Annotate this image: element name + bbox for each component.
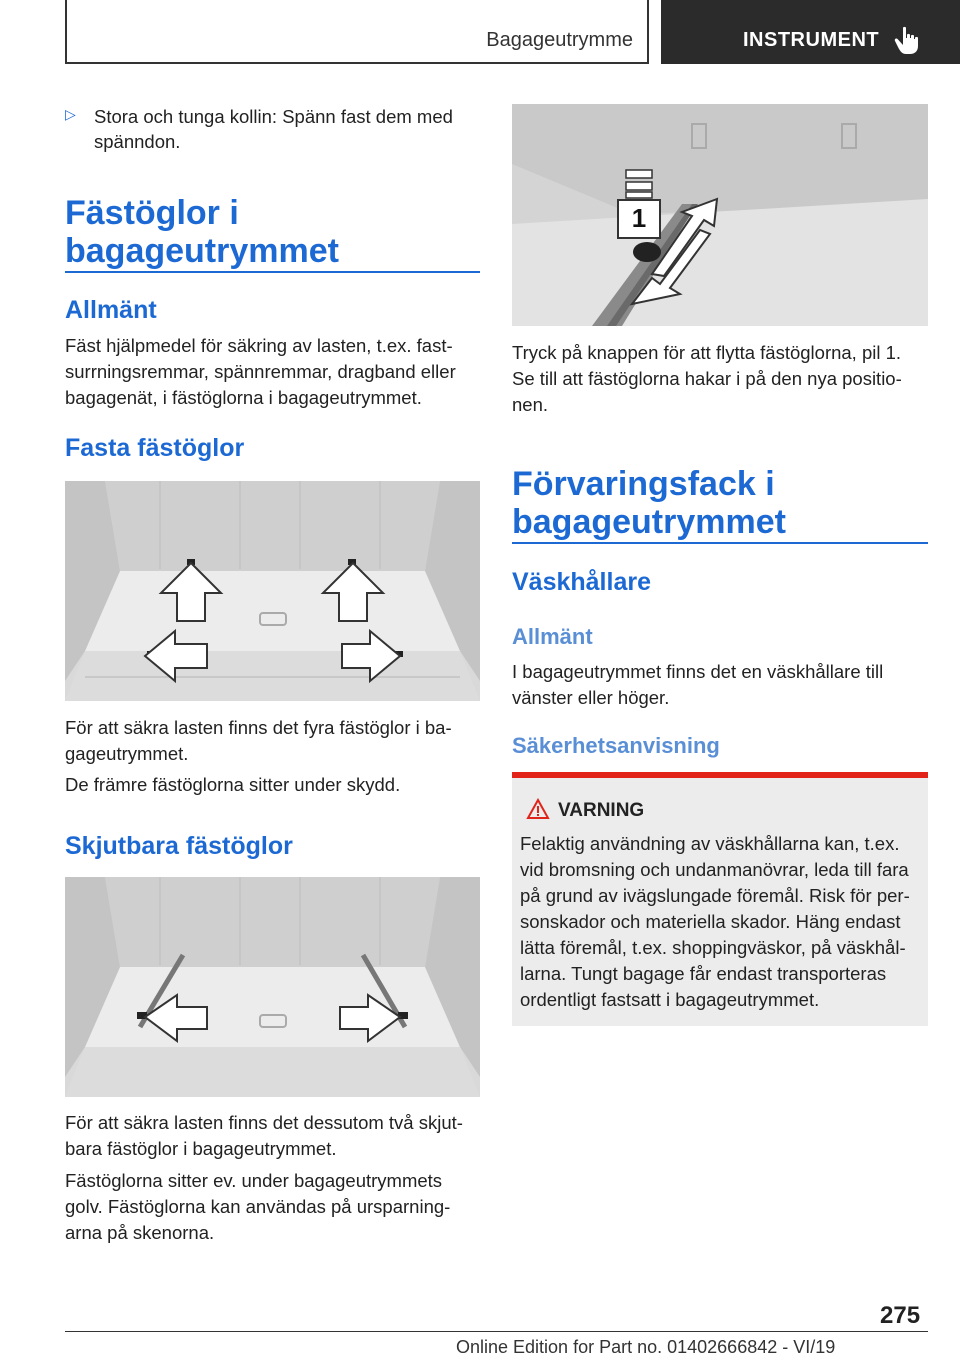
page-number: 275 [880, 1302, 921, 1329]
paragraph-allmant-3: bagagenät, i fästöglorna i bagageutrymmet. [65, 387, 422, 408]
rail-eyelet-photo [512, 104, 928, 326]
header-section-title: Bagageutrymme [486, 29, 633, 51]
paragraph-vaskhallare-2: vänster eller höger. [512, 687, 670, 708]
paragraph-allmant-2: surrningsremmar, spännremmar, dragband eller [65, 361, 456, 382]
warning-line4: sonskador och materiella skador. Häng endast [520, 911, 901, 932]
footer-rule [65, 1331, 928, 1332]
paragraph-skjut-4: golv. Fästöglorna kan användas på ursparning- [65, 1196, 451, 1217]
paragraph-allmant-1: Fäst hjälpmedel för säkring av lasten, t.ex. fast- [65, 335, 453, 356]
trunk-photo-sliding-eyelets [65, 877, 480, 1097]
footer-edition: Online Edition for Part no. 01402666842 - VI/19 [456, 1337, 836, 1357]
paragraph-fasta-3: De främre fästöglorna sitter under skydd. [65, 774, 401, 795]
bullet-item [65, 106, 76, 124]
subheading-allmant: Allmänt [65, 296, 157, 324]
subheading-sakerhetsanvisning: Säkerhetsanvisning [512, 733, 720, 758]
subheading-fasta: Fasta fästöglor [65, 434, 245, 462]
warning-line3: på grund av ivägslungade föremål. Risk för per- [520, 885, 910, 906]
paragraph-vaskhallare-1: I bagageutrymmet finns det en väskhållare till [512, 661, 884, 682]
warning-triangle-icon [526, 798, 550, 820]
caption-line3: nen. [512, 394, 549, 415]
heading-forvaringsfack-line1: Förvaringsfack i [512, 465, 775, 503]
paragraph-skjut-3: Fästöglorna sitter ev. under bagageutrymmets [65, 1170, 443, 1191]
subheading-allmant-right: Allmänt [512, 624, 593, 649]
warning-line5: lätta föremål, t.ex. shoppingväskor, på väskhål- [520, 937, 906, 958]
paragraph-fasta-1: För att säkra lasten finns det fyra fästöglor i ba- [65, 717, 452, 738]
warning-title: VARNING [558, 800, 645, 821]
heading-fastoglor-line2: bagageutrymmet [65, 232, 339, 270]
triangle-bullet-icon: ▷ [65, 106, 76, 122]
heading-rule-right [512, 542, 928, 544]
warning-line6: larna. Tungt bagage får endast transporteras [520, 963, 887, 984]
paragraph-skjut-5: arna på skenorna. [65, 1222, 215, 1243]
hand-pointer-icon [894, 26, 920, 56]
paragraph-skjut-2: bara fästöglor i bagageutrymmet. [65, 1138, 337, 1159]
header-chapter-tab [661, 0, 960, 64]
trunk-photo-fixed-eyelets [65, 481, 480, 701]
warning-line1: Felaktig användning av väskhållarna kan, t.ex. [520, 833, 900, 854]
callout-number: 1 [631, 203, 647, 233]
subheading-vaskhallare: Väskhållare [512, 568, 651, 596]
caption-line2: Se till att fästöglorna hakar i på den nya positio- [512, 368, 902, 389]
warning-box [512, 778, 928, 1026]
warning-line7: ordentligt fastsatt i bagageutrymmet. [520, 989, 820, 1010]
bullet-text-line2: spänndon. [94, 131, 181, 152]
heading-forvaringsfack-line2: bagageutrymmet [512, 503, 786, 541]
warning-line2: vid bromsning och undanmanövrar, leda till fara [520, 859, 909, 880]
bullet-text-line1: Stora och tunga kollin: Spänn fast dem med [94, 106, 453, 127]
header-section-tab [65, 0, 649, 64]
paragraph-skjut-1: För att säkra lasten finns det dessutom två skjut- [65, 1112, 463, 1133]
heading-rule [65, 271, 480, 273]
heading-fastoglor-line1: Fästöglor i [65, 194, 239, 232]
subheading-skjutbara: Skjutbara fästöglor [65, 832, 293, 860]
caption-line1: Tryck på knappen för att flytta fästöglorna, pil 1. [512, 342, 902, 363]
paragraph-fasta-2: gageutrymmet. [65, 743, 189, 764]
header-chapter-title: INSTRUMENT [743, 29, 880, 51]
